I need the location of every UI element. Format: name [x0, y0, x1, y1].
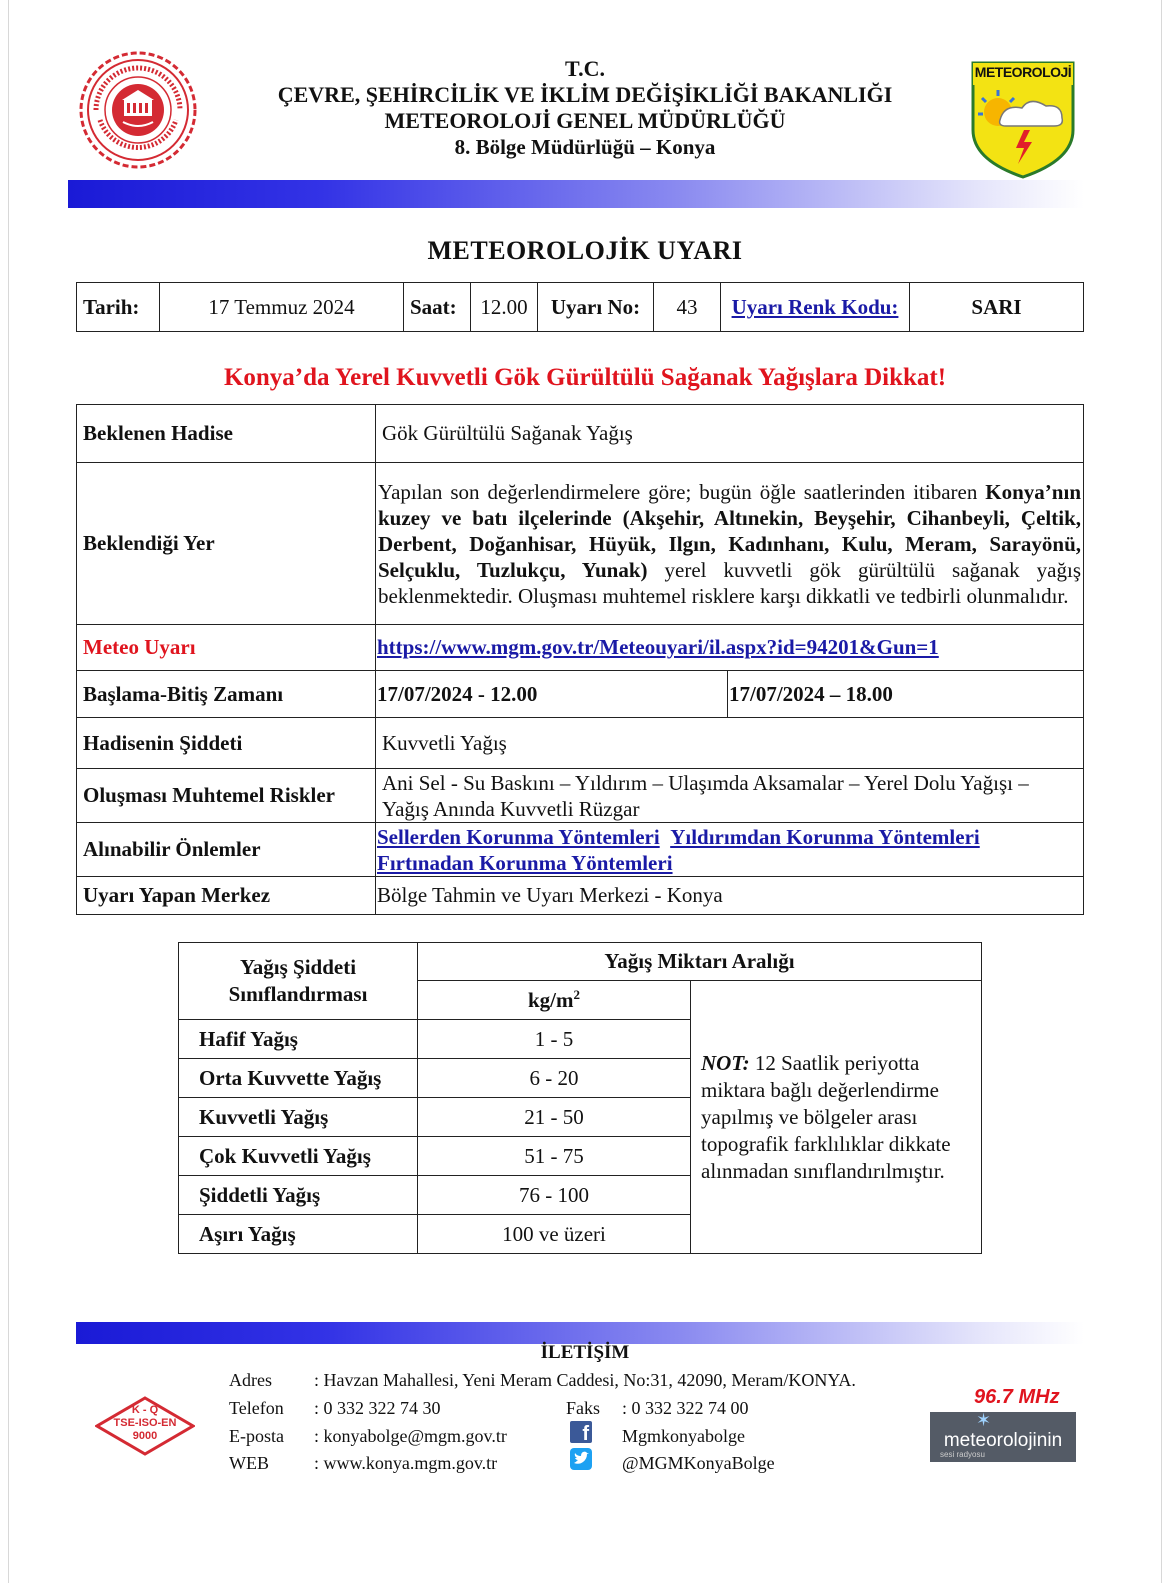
header-region: 8. Bölge Müdürlüğü – Konya — [454, 135, 716, 159]
warning-info-table — [76, 282, 1084, 332]
note-label: NOT: — [701, 1050, 750, 1075]
star-icon: ✶ — [976, 1410, 992, 1430]
start-time: 17/07/2024 - 12.00 — [376, 671, 728, 718]
unit-superscript: 2 — [573, 987, 580, 1002]
kq-tse-logo — [95, 1396, 195, 1456]
location-description — [376, 463, 1084, 625]
storm-protection-link[interactable]: Fırtınadan Korunma Yöntemleri — [377, 850, 673, 875]
class-range: 6 - 20 — [418, 1059, 691, 1098]
email-value[interactable]: : konyabolge@mgm.gov.tr — [314, 1426, 507, 1446]
address-label: Adres — [229, 1370, 272, 1390]
class-range: 51 - 75 — [418, 1137, 691, 1176]
risks-value: Ani Sel - Su Baskını – Yıldırım – Ulaşımda Aksamalar – Yerel Dolu Yağışı – Yağış Anında Kuvvetli Rüzgar — [376, 769, 1084, 823]
date-value: 17 Temmuz 2024 — [160, 283, 404, 332]
center-label: Uyarı Yapan Merkez — [77, 877, 376, 915]
email-label: E-posta — [229, 1426, 284, 1446]
meteoroloji-logo-text: METEOROLOJİ — [974, 64, 1072, 80]
twitter-handle[interactable]: @MGMKonyaBolge — [622, 1453, 775, 1473]
time-range-label: Başlama-Bitiş Zamanı — [77, 671, 376, 718]
lightning-protection-link[interactable]: Yıldırımdan Korunma Yöntemleri — [670, 824, 980, 849]
footer-blue-bar — [76, 1322, 1084, 1344]
header-blue-bar — [68, 180, 1084, 208]
center-value: Bölge Tahmin ve Uyarı Merkezi - Konya — [376, 877, 1084, 915]
phone-value: : 0 332 322 74 30 — [314, 1398, 441, 1418]
header-tc: T.C. — [565, 56, 605, 81]
measures-links — [376, 823, 1084, 877]
class-range: 76 - 100 — [418, 1176, 691, 1215]
radio-name: meteorolojinin — [943, 1430, 1063, 1451]
rain-classification-table — [178, 942, 982, 1254]
warning-no-label: Uyarı No: — [538, 283, 654, 332]
classification-note — [691, 981, 982, 1254]
kq-line1: K - Q — [131, 1404, 159, 1416]
meteo-warning-label: Meteo Uyarı — [77, 625, 376, 671]
radio-logo — [930, 1412, 1076, 1462]
note-text: 12 Saatlik periyotta miktara bağlı değerlendirme yapılmış ve bölgeler arası topografik farklılıklar dikkate alınmadan sınıflandırılmıştır. — [701, 1050, 951, 1183]
classification-header — [179, 943, 418, 1020]
severity-label: Hadisenin Şiddeti — [77, 718, 376, 769]
unit-header — [418, 981, 691, 1020]
document-title: METEOROLOJİK UYARI — [427, 236, 743, 265]
color-code-link[interactable]: Uyarı Renk Kodu: — [731, 294, 899, 319]
kq-line2: TSE-ISO-EN — [113, 1417, 177, 1429]
warning-headline: Konya’da Yerel Kuvvetli Gök Gürültülü Sağanak Yağışlara Dikkat! — [223, 364, 947, 391]
warning-no-value: 43 — [654, 283, 721, 332]
facebook-icon[interactable]: f — [570, 1421, 592, 1443]
twitter-icon[interactable] — [570, 1448, 592, 1470]
class-range: 100 ve üzeri — [418, 1215, 691, 1254]
address-value: : Havzan Mahallesi, Yeni Meram Caddesi, No:31, 42090, Meram/KONYA. — [314, 1370, 856, 1390]
radio-subtitle: sesi radyosu — [940, 1450, 985, 1459]
date-label: Tarih: — [77, 283, 160, 332]
class-label: Şiddetli Yağış — [179, 1176, 418, 1215]
class-label: Aşırı Yağış — [179, 1215, 418, 1254]
radio-frequency: 96.7 MHz — [974, 1386, 1060, 1408]
event-label: Beklenen Hadise — [77, 405, 376, 463]
color-code-value: SARI — [910, 283, 1084, 332]
location-districts: Konya’nın kuzey ve batı ilçelerinde (Akşehir, Altınekin, Beyşehir, Cihanbeyli, Çeltik, Derbent, Doğanhisar, Hüyük, Ilgın, Kadınhanı, Kulu, Meram, Sarayönü, Selçuklu, Tuzlukçu, Yunak) — [378, 479, 1081, 582]
header-directorate: METEOROLOJİ GENEL MÜDÜRLÜĞÜ — [384, 108, 786, 133]
phone-label: Telefon — [229, 1398, 284, 1418]
meteoroloji-shield-logo — [970, 60, 1076, 180]
fax-value: : 0 332 322 74 00 — [622, 1398, 749, 1418]
warning-details-table — [76, 404, 1084, 915]
class-label: Hafif Yağış — [179, 1020, 418, 1059]
severity-value: Kuvvetli Yağış — [376, 718, 1084, 769]
class-label: Çok Kuvvetli Yağış — [179, 1137, 418, 1176]
classification-header-line1: Yağış Şiddeti — [239, 955, 357, 979]
class-label: Kuvvetli Yağış — [179, 1098, 418, 1137]
class-label: Orta Kuvvette Yağış — [179, 1059, 418, 1098]
web-value[interactable]: : www.konya.mgm.gov.tr — [314, 1453, 498, 1473]
risks-label: Oluşması Muhtemel Riskler — [77, 769, 376, 823]
kq-line3: 9000 — [132, 1430, 158, 1442]
location-label: Beklendiği Yer — [77, 463, 376, 625]
end-time: 17/07/2024 – 18.00 — [728, 671, 1084, 718]
flood-protection-link[interactable]: Sellerden Korunma Yöntemleri — [377, 824, 660, 849]
class-range: 21 - 50 — [418, 1098, 691, 1137]
header-ministry: ÇEVRE, ŞEHİRCİLİK VE İKLİM DEĞİŞİKLİĞİ BAKANLIĞI — [277, 82, 893, 107]
time-value: 12.00 — [471, 283, 538, 332]
location-rest: yerel kuvvetli gök gürültülü sağanak yağış beklenmektedir. Oluşması muhtemel risklere karşı dikkatli ve tedbirli olunmalıdır. — [378, 557, 1081, 608]
time-label: Saat: — [404, 283, 471, 332]
facebook-handle[interactable]: Mgmkonyabolge — [622, 1426, 745, 1446]
event-value: Gök Gürültülü Sağanak Yağış — [376, 405, 1084, 463]
location-intro: Yapılan son değerlendirmelere göre; bugün öğle saatlerinden itibaren — [378, 479, 978, 504]
unit-text: kg/m — [527, 988, 574, 1012]
class-range: 1 - 5 — [418, 1020, 691, 1059]
meteo-warning-link[interactable]: https://www.mgm.gov.tr/Meteouyari/il.aspx?id=94201&Gun=1 — [377, 635, 939, 659]
contact-title: İLETİŞİM — [540, 1342, 630, 1363]
amount-range-header: Yağış Miktarı Aralığı — [418, 943, 982, 981]
web-label: WEB — [229, 1453, 269, 1473]
classification-header-line2: Sınıflandırması — [228, 982, 368, 1006]
fax-label: Faks — [566, 1398, 601, 1418]
measures-label: Alınabilir Önlemler — [77, 823, 376, 877]
